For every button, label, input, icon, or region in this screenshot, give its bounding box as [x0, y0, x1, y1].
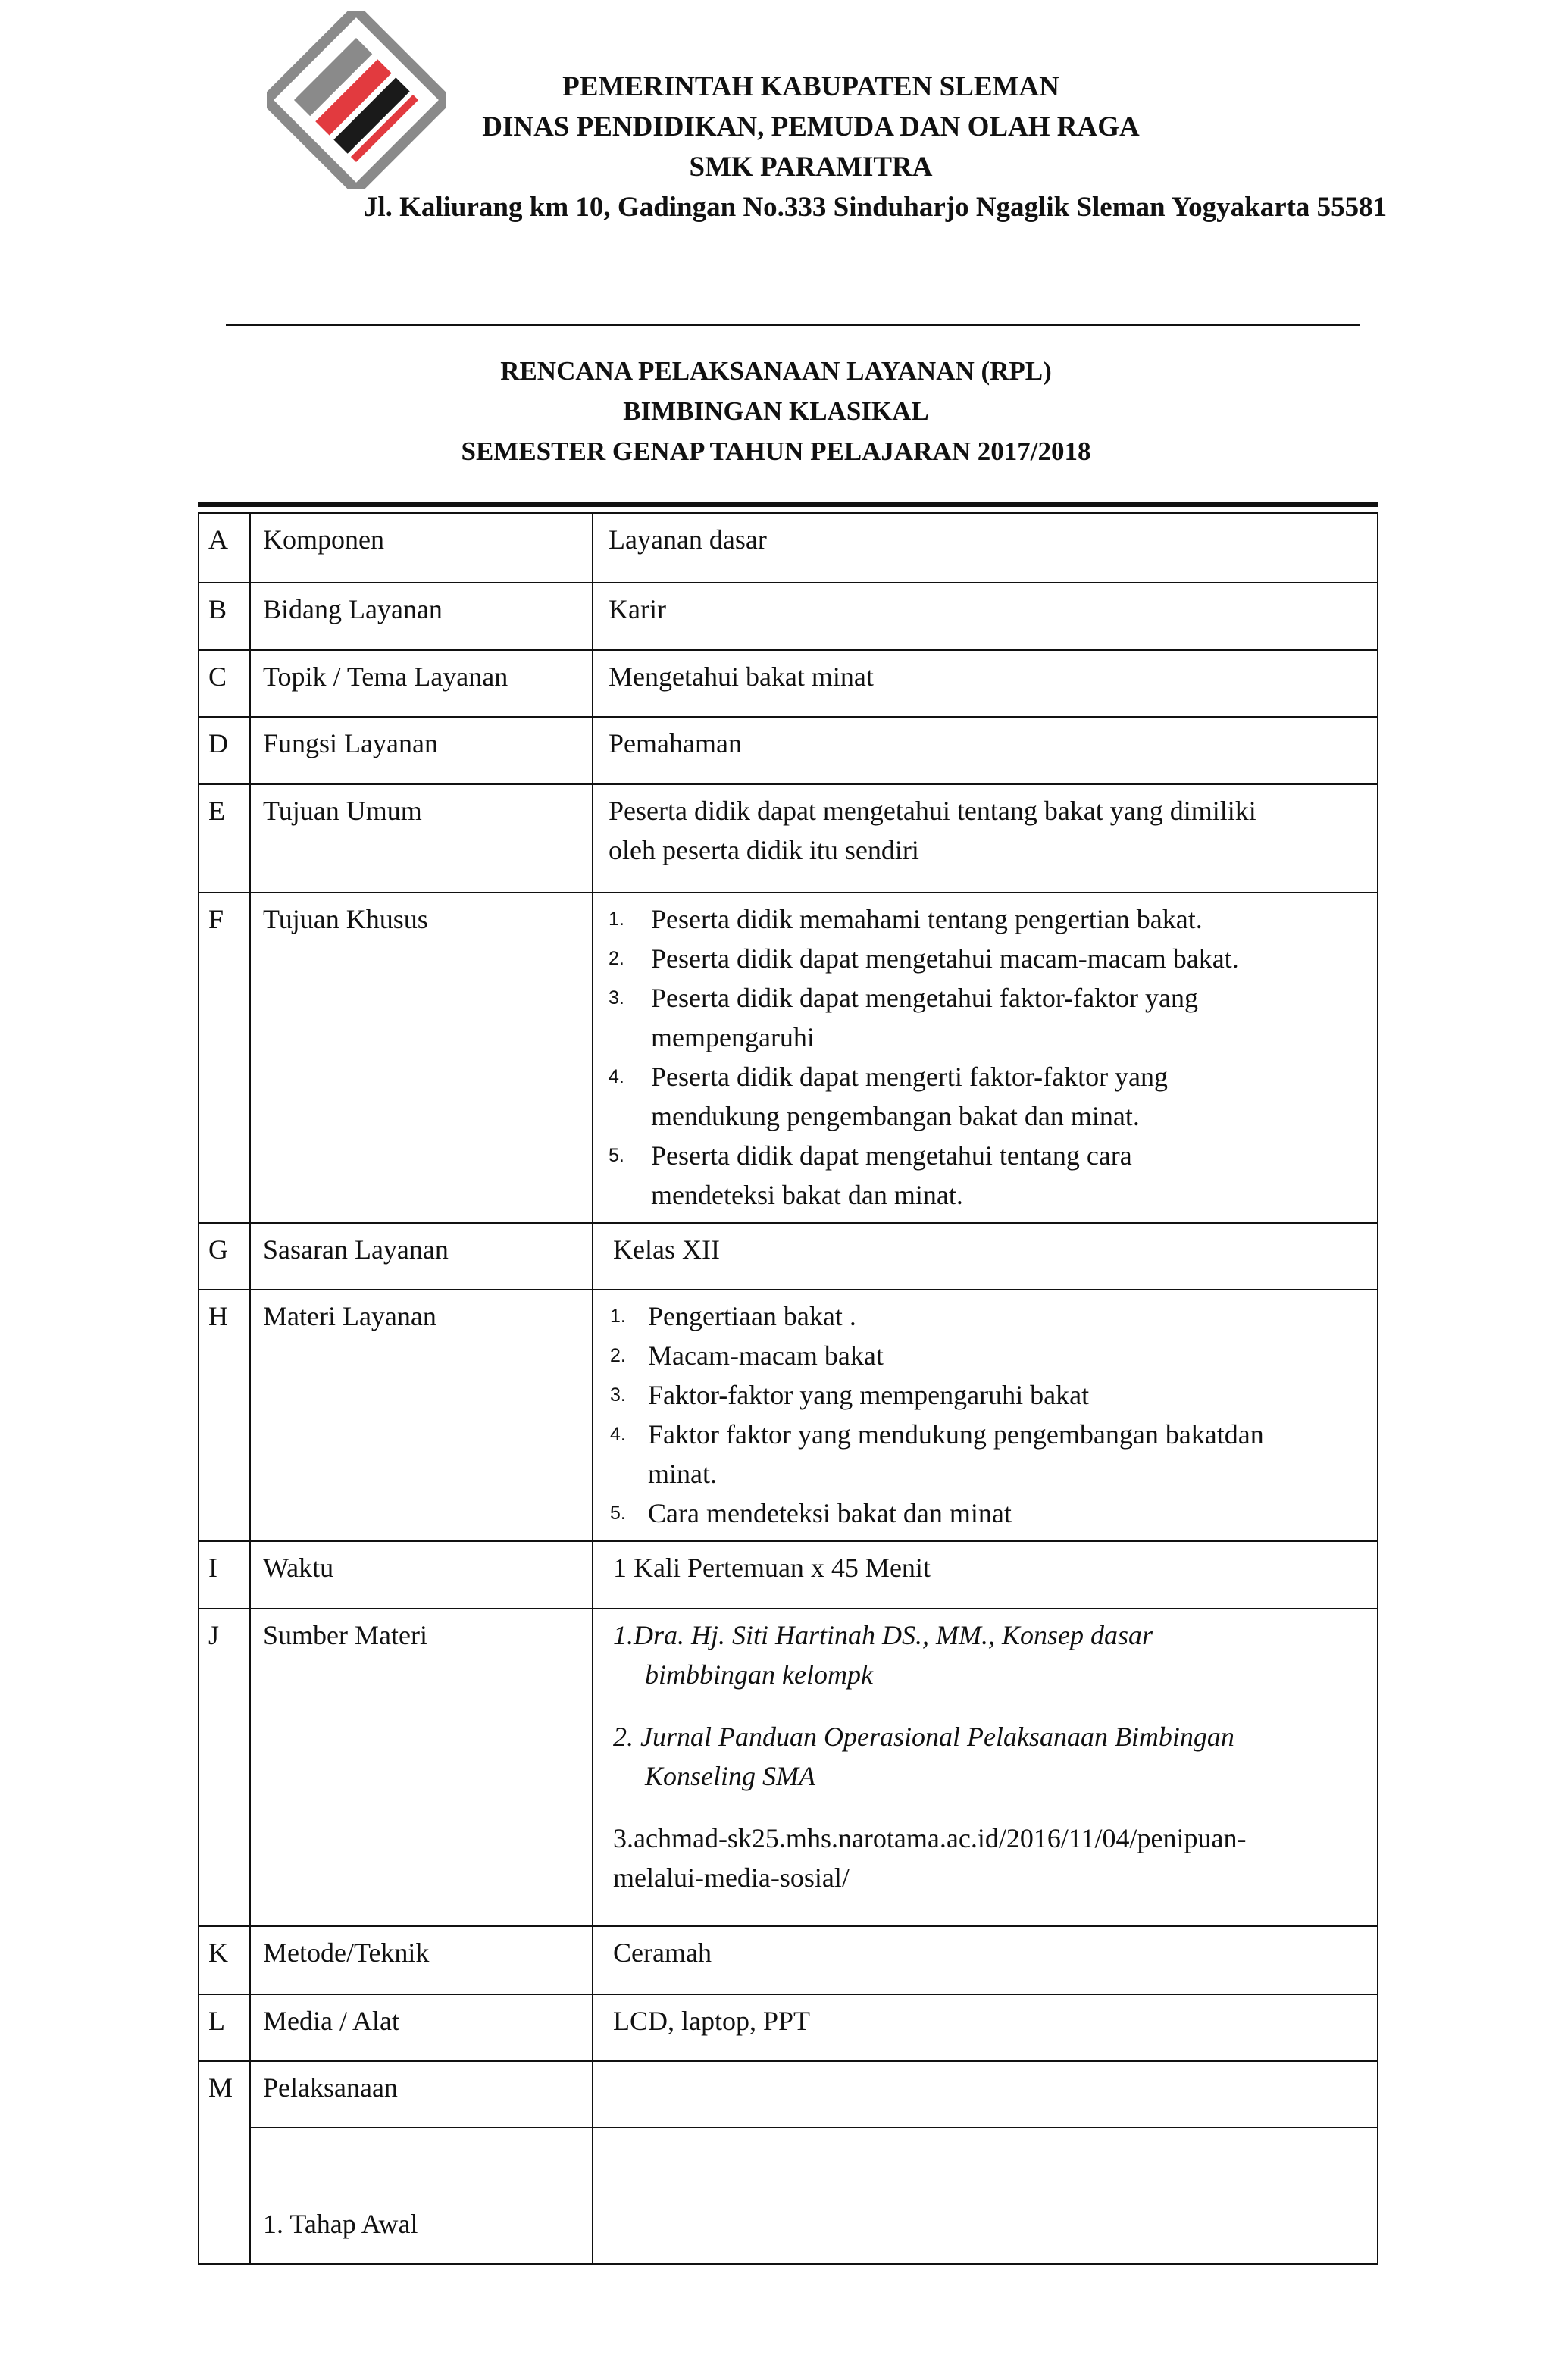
table-row-l [199, 1994, 1378, 2061]
row-value [593, 1290, 1378, 1541]
letterhead-divider [226, 324, 1360, 326]
row-label: Metode/Teknik [250, 1926, 593, 1994]
list-number: 4. [609, 1066, 624, 1087]
source-item [613, 1615, 1368, 1694]
letterhead-address: Jl. Kaliurang km 10, Gadingan No.333 Sinduharjo Ngaglik Sleman Yogyakarta 55581 [363, 192, 1388, 223]
table-top-border [198, 502, 1378, 507]
list-text: Peserta didik dapat mengetahui faktor-faktor yang [651, 983, 1199, 1013]
row-value [593, 2061, 1378, 2128]
table-row-m-stage [199, 2128, 1378, 2264]
table-row-j [199, 1609, 1378, 1926]
list-number: 5. [609, 1145, 624, 1166]
row-value: Mengetahui bakat minat [593, 650, 1378, 717]
list-number: 3. [609, 987, 624, 1009]
list-number: 4. [610, 1424, 626, 1445]
list-number: 5. [610, 1503, 626, 1524]
list-item [610, 1493, 1368, 1533]
row-label: Topik / Tema Layanan [250, 650, 593, 717]
list-number: 2. [610, 1345, 626, 1366]
row-label: Komponen [250, 513, 593, 583]
row-letter: C [199, 650, 250, 717]
row-value: LCD, laptop, PPT [593, 1994, 1378, 2061]
table-row-e [199, 784, 1378, 893]
source-text: 1.Dra. Hj. Siti Hartinah DS., MM., Konsep dasar [613, 1620, 1153, 1650]
table-row-h [199, 1290, 1378, 1541]
list-text: Peserta didik dapat mengetahui tentang cara [651, 1140, 1132, 1171]
row-letter: B [199, 583, 250, 650]
row-label: Bidang Layanan [250, 583, 593, 650]
rpl-table [198, 512, 1378, 2265]
row-label: Fungsi Layanan [250, 717, 593, 784]
table-row-d [199, 717, 1378, 784]
table-row-c [199, 650, 1378, 717]
title-line-2: BIMBINGAN KLASIKAL [623, 396, 929, 426]
row-letter: I [199, 1541, 250, 1609]
list-number: 3. [610, 1384, 626, 1406]
table-row-b [199, 583, 1378, 650]
list-text: Faktor-faktor yang mempengaruhi bakat [648, 1380, 1090, 1410]
row-value [593, 784, 1378, 893]
source-item [613, 1717, 1368, 1796]
row-label: Tujuan Umum [250, 784, 593, 893]
list-item [609, 978, 1368, 1057]
stage-label: 1. Tahap Awal [263, 2209, 418, 2239]
row-label: Sumber Materi [250, 1609, 593, 1926]
row-letter: D [199, 717, 250, 784]
row-letter: H [199, 1290, 250, 1541]
material-list [610, 1296, 1368, 1533]
source-text: 2. Jurnal Panduan Operasional Pelaksanaan Bimbingan [613, 1722, 1234, 1752]
letterhead-school: SMK PARAMITRA [689, 152, 933, 183]
value-line: oleh peserta didik itu sendiri [609, 835, 919, 865]
list-text: mendukung pengembangan bakat dan minat. [651, 1101, 1140, 1131]
row-letter: G [199, 1223, 250, 1290]
table-row-i [199, 1541, 1378, 1609]
document-title [0, 351, 1552, 471]
list-number: 1. [609, 909, 624, 930]
table-row-f [199, 893, 1378, 1223]
row-value: Pemahaman [593, 717, 1378, 784]
table-row-m [199, 2061, 1378, 2128]
row-letter: K [199, 1926, 250, 1994]
list-item [609, 939, 1368, 978]
row-value: Ceramah [593, 1926, 1378, 1994]
source-item [613, 1819, 1368, 1897]
list-text: Faktor faktor yang mendukung pengembangan bakatdan [648, 1419, 1264, 1450]
list-text: minat. [648, 1459, 717, 1489]
row-label: Pelaksanaan [250, 2061, 593, 2128]
objective-list [609, 899, 1368, 1215]
list-item [609, 899, 1368, 939]
list-number: 1. [610, 1306, 626, 1327]
list-text: Peserta didik dapat mengetahui macam-macam bakat. [651, 943, 1239, 974]
list-text: mempengaruhi [651, 1022, 815, 1052]
row-value [593, 2128, 1378, 2264]
row-value [593, 893, 1378, 1223]
list-text: Peserta didik memahami tentang pengertian bakat. [651, 904, 1203, 934]
row-value: 1 Kali Pertemuan x 45 Menit [593, 1541, 1378, 1609]
row-value [593, 1609, 1378, 1926]
source-text: Konseling SMA [645, 1761, 815, 1791]
title-line-1: RENCANA PELAKSANAAN LAYANAN (RPL) [500, 356, 1052, 386]
table-row-k [199, 1926, 1378, 1994]
list-item [609, 1136, 1368, 1215]
letterhead-government: PEMERINTAH KABUPATEN SLEMAN [562, 71, 1059, 102]
list-item [610, 1375, 1368, 1415]
row-letter: J [199, 1609, 250, 1926]
letterhead [227, 67, 1394, 227]
list-number: 2. [609, 948, 624, 969]
list-item [609, 1057, 1368, 1136]
row-value: Kelas XII [593, 1223, 1378, 1290]
row-value: Karir [593, 583, 1378, 650]
row-label: Tujuan Khusus [250, 893, 593, 1223]
list-text: Peserta didik dapat mengerti faktor-faktor yang [651, 1062, 1169, 1092]
list-text: Macam-macam bakat [648, 1340, 884, 1371]
value-line: Peserta didik dapat mengetahui tentang bakat yang dimiliki [609, 796, 1256, 826]
row-sublabel [250, 2128, 593, 2264]
row-letter: L [199, 1994, 250, 2061]
title-line-3: SEMESTER GENAP TAHUN PELAJARAN 2017/2018 [461, 436, 1091, 466]
row-letter: F [199, 893, 250, 1223]
row-letter: A [199, 513, 250, 583]
row-label: Media / Alat [250, 1994, 593, 2061]
row-value: Layanan dasar [593, 513, 1378, 583]
list-item [610, 1415, 1368, 1493]
list-text: Pengertiaan bakat . [648, 1301, 856, 1331]
table-row-g [199, 1223, 1378, 1290]
source-text: 3.achmad-sk25.mhs.narotama.ac.id/2016/11/04/penipuan- [613, 1823, 1247, 1853]
source-text: bimbbingan kelompk [645, 1659, 873, 1690]
source-text: melalui-media-sosial/ [613, 1862, 850, 1893]
list-text: Cara mendeteksi bakat dan minat [648, 1498, 1012, 1528]
list-text: mendeteksi bakat dan minat. [651, 1180, 963, 1210]
letterhead-department: DINAS PENDIDIKAN, PEMUDA DAN OLAH RAGA [482, 111, 1140, 142]
list-item [610, 1336, 1368, 1375]
table-row-a [199, 513, 1378, 583]
list-item [610, 1296, 1368, 1336]
row-label: Waktu [250, 1541, 593, 1609]
row-label: Materi Layanan [250, 1290, 593, 1541]
row-letter: M [199, 2061, 250, 2264]
row-label: Sasaran Layanan [250, 1223, 593, 1290]
row-letter: E [199, 784, 250, 893]
